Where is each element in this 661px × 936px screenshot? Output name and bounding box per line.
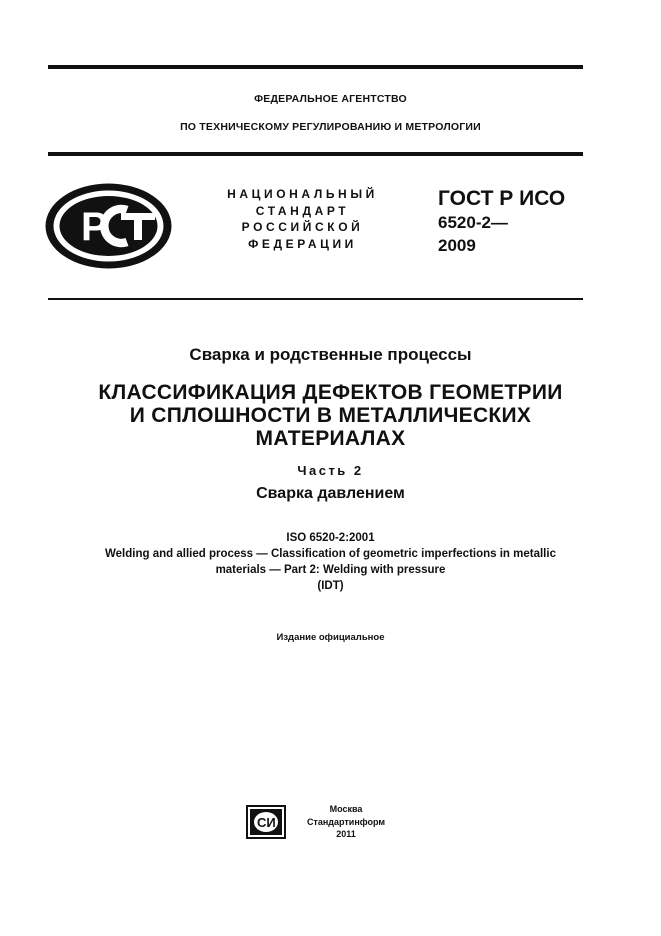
- part-number: Часть 2: [297, 463, 364, 478]
- agency-line-2: ПО ТЕХНИЧЕСКОМУ РЕГУЛИРОВАНИЮ И МЕТРОЛОГИИ: [180, 121, 481, 133]
- national-standard-label: [200, 186, 405, 252]
- designation-line-1: ГОСТ Р ИСО: [438, 187, 566, 210]
- header-rule: [48, 152, 583, 156]
- title-line-1: КЛАССИФИКАЦИЯ ДЕФЕКТОВ ГЕОМЕТРИИ: [98, 381, 563, 404]
- part-name: Сварка давлением: [256, 485, 405, 502]
- designation-line-2: 6520-2—: [438, 213, 508, 232]
- document-title: [0, 381, 661, 450]
- english-title-line-2: materials — Part 2: Welding with pressure: [215, 564, 446, 576]
- equivalence-marker: (IDT): [317, 580, 344, 592]
- subject-heading: Сварка и родственные процессы: [189, 345, 472, 364]
- top-rule: [48, 65, 583, 69]
- iso-reference-block: [0, 530, 661, 594]
- publisher-city: Москва: [329, 804, 363, 814]
- svg-text:P: P: [81, 205, 108, 249]
- standartinform-logo-icon: [246, 805, 286, 839]
- publisher-logo-text: СИ: [257, 815, 276, 830]
- national-line-4: ФЕДЕРАЦИИ: [248, 236, 357, 251]
- national-line-3: РОССИЙСКОЙ: [241, 220, 364, 234]
- iso-reference: ISO 6520-2:2001: [286, 532, 375, 544]
- title-line-3: МАТЕРИАЛАХ: [255, 427, 406, 450]
- gost-r-logo-icon: [43, 181, 174, 271]
- designation-line-3: 2009: [438, 236, 476, 255]
- publisher-name: Стандартинформ: [306, 816, 386, 827]
- national-line-1: НАЦИОНАЛЬНЫЙ: [227, 187, 378, 201]
- standard-designation: [438, 187, 588, 257]
- title-line-2: И СПЛОШНОСТИ В МЕТАЛЛИЧЕСКИХ: [129, 404, 532, 427]
- publisher-year: 2011: [336, 829, 356, 839]
- block-rule: [48, 298, 583, 300]
- english-title-line-1: Welding and allied process — Classification of geometric imperfections in metallic: [105, 548, 556, 560]
- national-line-2: СТАНДАРТ: [255, 203, 350, 218]
- agency-line-1: ФЕДЕРАЛЬНОЕ АГЕНТСТВО: [254, 93, 407, 105]
- publisher-info: [286, 803, 406, 841]
- edition-note: Издание официальное: [276, 632, 385, 643]
